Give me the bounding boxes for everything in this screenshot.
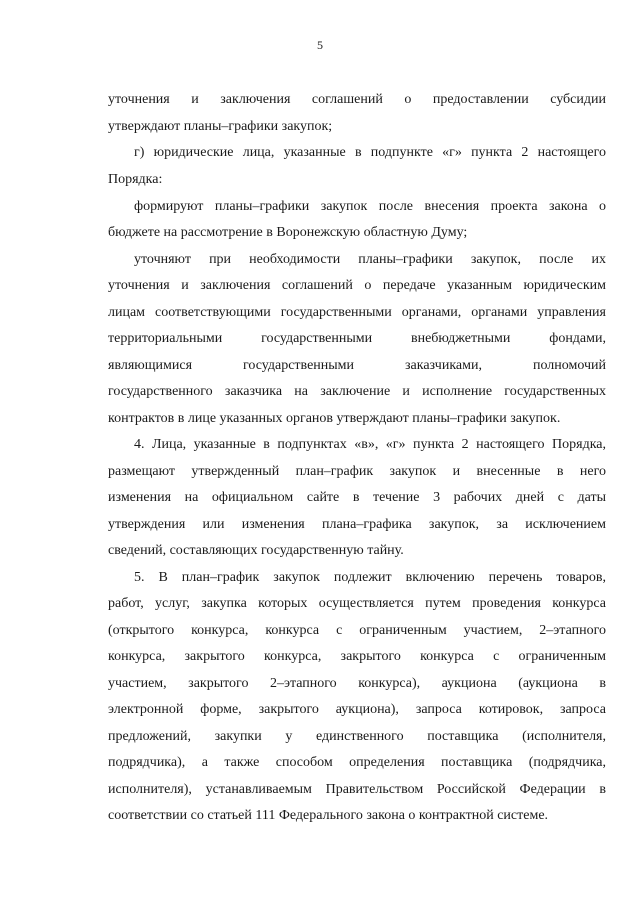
text-line: изменения на официальном сайте в течение 3 рабочих дней с даты <box>108 490 606 505</box>
text-line: бюджете на рассмотрение в Воронежскую областную Думу; <box>108 225 468 240</box>
text-line: электронной форме, закрытого аукциона), запроса котировок, запроса <box>108 702 606 717</box>
text-line: территориальными государственными внебюджетными фондами, <box>108 331 606 346</box>
text-line: (открытого конкурса, конкурса с ограниченным участием, 2–этапного <box>108 623 606 638</box>
text-line: уточняют при необходимости планы–графики закупок, после их <box>134 252 606 267</box>
text-line: утверждения или изменения плана–графика закупок, за исключением <box>108 517 606 532</box>
text-line: формируют планы–графики закупок после внесения проекта закона о <box>134 199 606 214</box>
text-line: предложений, закупки у единственного поставщика (исполнителя, <box>108 729 606 744</box>
text-line: сведений, составляющих государственную тайну. <box>108 543 404 558</box>
text-line: контрактов в лице указанных органов утверждают планы–графики закупок. <box>108 411 561 426</box>
text-line: 4. Лица, указанные в подпунктах «в», «г» пункта 2 настоящего Порядка, <box>134 437 606 452</box>
text-line: конкурса, закрытого конкурса, закрытого конкурса с ограниченным <box>108 649 606 664</box>
text-line: государственного заказчика на заключение и исполнение государственных <box>108 384 606 399</box>
text-line: Порядка: <box>108 172 163 187</box>
text-line: являющимися государственными заказчиками, полномочий <box>108 358 606 373</box>
page-number: 5 <box>317 38 323 52</box>
text-line: г) юридические лица, указанные в подпункте «г» пункта 2 настоящего <box>134 145 606 160</box>
text-line: лицам соответствующими государственными органами, органами управления <box>108 305 606 320</box>
text-line: уточнения и заключения соглашений о предоставлении субсидии <box>108 92 606 107</box>
text-line: работ, услуг, закупка которых осуществляется путем проведения конкурса <box>108 596 606 611</box>
text-line: 5. В план–график закупок подлежит включению перечень товаров, <box>134 570 606 585</box>
text-line: подрядчика), а также способом определения поставщика (подрядчика, <box>108 755 606 770</box>
text-line: утверждают планы–графики закупок; <box>108 119 333 134</box>
text-line: соответствии со статьей 111 Федерального закона о контрактной системе. <box>108 808 549 823</box>
text-line: участием, закрытого 2–этапного конкурса), аукциона (аукциона в <box>108 676 606 691</box>
text-line: уточнения и заключения соглашений о передаче указанным юридическим <box>108 278 606 293</box>
text-line: размещают утвержденный план–график закупок и внесенные в него <box>108 464 606 479</box>
text-line: исполнителя), устанавливаемым Правительством Российской Федерации в <box>108 782 606 797</box>
